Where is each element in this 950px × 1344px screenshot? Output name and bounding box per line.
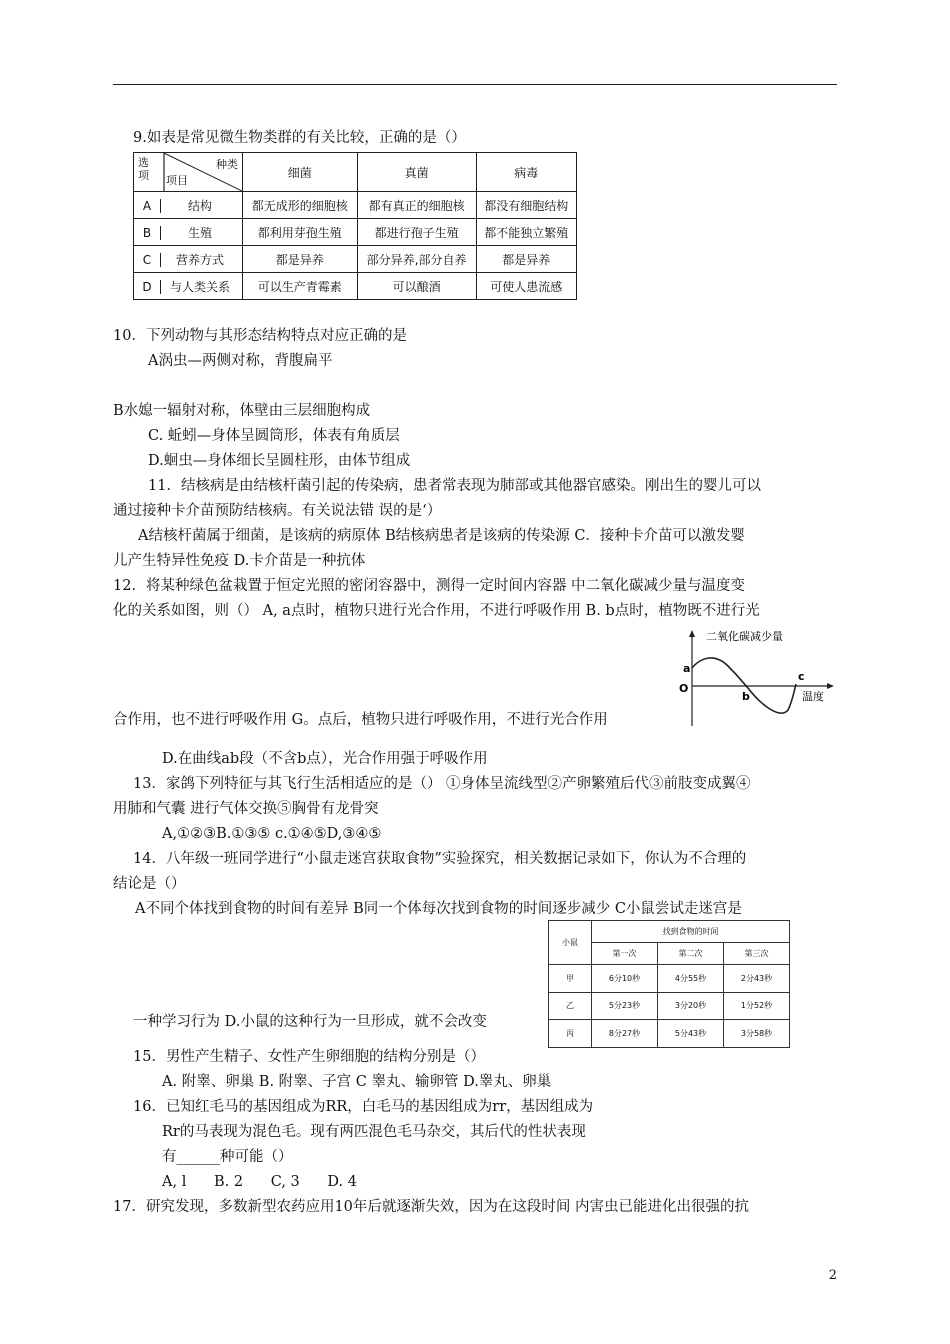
q9-row-opt: C — [134, 253, 161, 267]
q9-table-corner — [134, 153, 243, 192]
q10-option-a: A涡虫—两侧对称，背腹扁平 — [148, 353, 333, 369]
q12-graph-y-arrow — [689, 630, 695, 637]
q9-row-item: 营养方式 — [175, 252, 224, 267]
q14-row-name: 乙 — [549, 992, 592, 1020]
q16-options: A, l B. 2 C, 3 D. 4 — [162, 1174, 357, 1190]
q12-graph-origin: O — [679, 682, 689, 695]
q9-cell: 可使人患流感 — [476, 273, 576, 300]
q16-line: 有______种可能（） — [162, 1149, 293, 1165]
q9-table-row — [134, 273, 577, 300]
q9-row-item: 结构 — [187, 198, 212, 213]
q9-cell: 部分异养,部分自养 — [357, 246, 476, 273]
q9-row-opt: B — [134, 226, 161, 240]
q12-graph-x-arrow — [827, 683, 834, 689]
q9-table — [133, 152, 577, 300]
q14-group-header: 找到食物的时间 — [592, 921, 790, 943]
q13-line: 用肺和气囊 进行气体交换⑤胸骨有龙骨突 — [113, 801, 379, 817]
q12-line: D.在曲线ab段（不含b点），光合作用强于呼吸作用 — [162, 751, 488, 767]
q13-line: 13．家鸽下列特征与其飞行生活相适应的是（） ①身体呈流线型②产卵繁殖后代③前肢变成翼④ — [133, 776, 751, 792]
q9-stem: 9.如表是常见微生物类群的有关比较，正确的是（） — [133, 130, 466, 146]
q12-graph-point-c: c — [798, 670, 805, 683]
q12-graph-x-label: 温度 — [802, 690, 824, 703]
q9-table-row — [134, 192, 577, 219]
q9-col-header: 病毒 — [476, 153, 576, 192]
q15-options: A. 附睾、卵巢 B. 附睾、子宫 C 睾丸、输卵管 D.睾丸、卵巢 — [162, 1074, 552, 1090]
q14-row-name: 甲 — [549, 965, 592, 993]
q14-row-name: 丙 — [549, 1020, 592, 1048]
q14-cell: 3分58秒 — [724, 1020, 790, 1048]
q9-col-header: 真菌 — [357, 153, 476, 192]
q14-corner: 小鼠 — [549, 921, 592, 965]
q9-corner-category: 种类 — [216, 158, 238, 171]
q9-col-header: 细菌 — [243, 153, 358, 192]
q14-cell: 8分27秒 — [592, 1020, 658, 1048]
q14-cell: 5分23秒 — [592, 992, 658, 1020]
q14-cell: 5分43秒 — [658, 1020, 724, 1048]
q9-cell: 都是异养 — [243, 246, 358, 273]
q9-cell: 可以酿酒 — [357, 273, 476, 300]
q9-row-opt: D — [134, 280, 161, 294]
q9-cell: 都是异养 — [476, 246, 576, 273]
q11-line: 儿产生特异性免疫 D.卡介苗是一种抗体 — [113, 553, 366, 569]
q12-graph-point-a: a — [683, 662, 691, 675]
q12-line: 合作用，也不进行呼吸作用 G。点后，植物只进行呼吸作用，不进行光合作用 — [113, 712, 608, 728]
q14-line: 结论是（） — [113, 876, 186, 892]
q9-cell: 都没有细胞结构 — [476, 192, 576, 219]
q12-graph — [676, 628, 836, 728]
q14-cell: 2分43秒 — [724, 965, 790, 993]
q14-col-header: 第二次 — [658, 943, 724, 965]
q11-line: A结核杆菌属于细菌，是该病的病原体 B结核病患者是该病的传染源 C．接种卡介苗可以激发婴 — [138, 528, 745, 544]
q14-cell: 1分52秒 — [724, 992, 790, 1020]
q10-option-d: D.蛔虫—身体细长呈圆柱形，由体节组成 — [148, 453, 411, 469]
q9-table-row — [134, 246, 577, 273]
q10-option-b: B水媳一辐射对称，体壁由三层细胞构成 — [113, 403, 371, 419]
q9-table-row — [134, 219, 577, 246]
q14-col-header: 第三次 — [724, 943, 790, 965]
q11-line: 11．结核病是由结核杆菌引起的传染病，患者常表现为肺部或其他器官感染。刚出生的婴儿可以 — [148, 478, 761, 494]
q10-stem: 10．下列动物与其形态结构特点对应正确的是 — [113, 328, 407, 344]
q17-line: 17．研究发现，多数新型农药应用10年后就逐渐失效，因为在这段时间 内害虫已能进化出很强的抗 — [113, 1199, 750, 1215]
q9-cell: 可以生产青霉素 — [243, 273, 358, 300]
q9-row-item: 生殖 — [187, 225, 212, 240]
q15-stem: 15．男性产生精子、女性产生卵细胞的结构分别是（） — [133, 1049, 485, 1065]
q16-line: 16．已知红毛马的基因组成为RR，白毛马的基因组成为rr，基因组成为 — [133, 1099, 594, 1115]
q9-corner-item: 项目 — [166, 174, 188, 187]
page-number: 2 — [828, 1268, 837, 1283]
q9-cell: 都有真正的细胞核 — [357, 192, 476, 219]
q14-table-row — [549, 992, 790, 1020]
q14-cell: 3分20秒 — [658, 992, 724, 1020]
q14-cell: 4分55秒 — [658, 965, 724, 993]
q12-line: 12．将某种绿色盆栽置于恒定光照的密闭容器中，测得一定时间内容器 中二氧化碳减少量与温度变 — [113, 578, 746, 594]
q10-option-c: C. 蚯蚓—身体呈圆筒形，体表有角质层 — [148, 428, 400, 444]
header-rule — [113, 84, 837, 85]
q14-cell: 6分10秒 — [592, 965, 658, 993]
q9-cell: 都不能独立繁殖 — [476, 219, 576, 246]
q16-line: Rr的马表现为混色毛。现有两匹混色毛马杂交，其后代的性状表现 — [162, 1124, 586, 1140]
q12-line: 化的关系如图，则（） A, a点时，植物只进行光合作用，不进行呼吸作用 B. b点时，植物既不进行光 — [113, 603, 760, 619]
q14-line: A不同个体找到食物的时间有差异 B同一个体每次找到食物的时间逐步减少 C小鼠尝试走迷宫是 — [135, 901, 742, 917]
q12-graph-point-b: b — [742, 690, 750, 703]
q12-graph-y-label: 二氧化碳减少量 — [706, 630, 783, 643]
q14-table-row — [549, 965, 790, 993]
q9-corner-option: 选项 — [138, 156, 149, 182]
q9-cell: 都无成形的细胞核 — [243, 192, 358, 219]
q9-cell: 都进行孢子生殖 — [357, 219, 476, 246]
q14-table-row — [549, 1020, 790, 1048]
q13-options: A,①②③B.①③⑤ c.①④⑤D,③④⑤ — [162, 826, 382, 842]
q9-row-item: 与人类关系 — [169, 279, 230, 294]
q14-line: 一种学习行为 D.小鼠的这种行为一旦形成，就不会改变 — [133, 1014, 487, 1030]
q14-col-header: 第一次 — [592, 943, 658, 965]
q14-table — [548, 920, 790, 1048]
q9-row-opt: A — [134, 199, 161, 213]
q14-line: 14．八年级一班同学进行“小鼠走迷宫获取食物”实验探究，相关数据记录如下，你认为不合理的 — [133, 851, 747, 867]
q11-line: 通过接种卡介苗预防结核病。有关说法错 误的是‘） — [113, 503, 442, 519]
q9-cell: 都利用芽孢生殖 — [243, 219, 358, 246]
